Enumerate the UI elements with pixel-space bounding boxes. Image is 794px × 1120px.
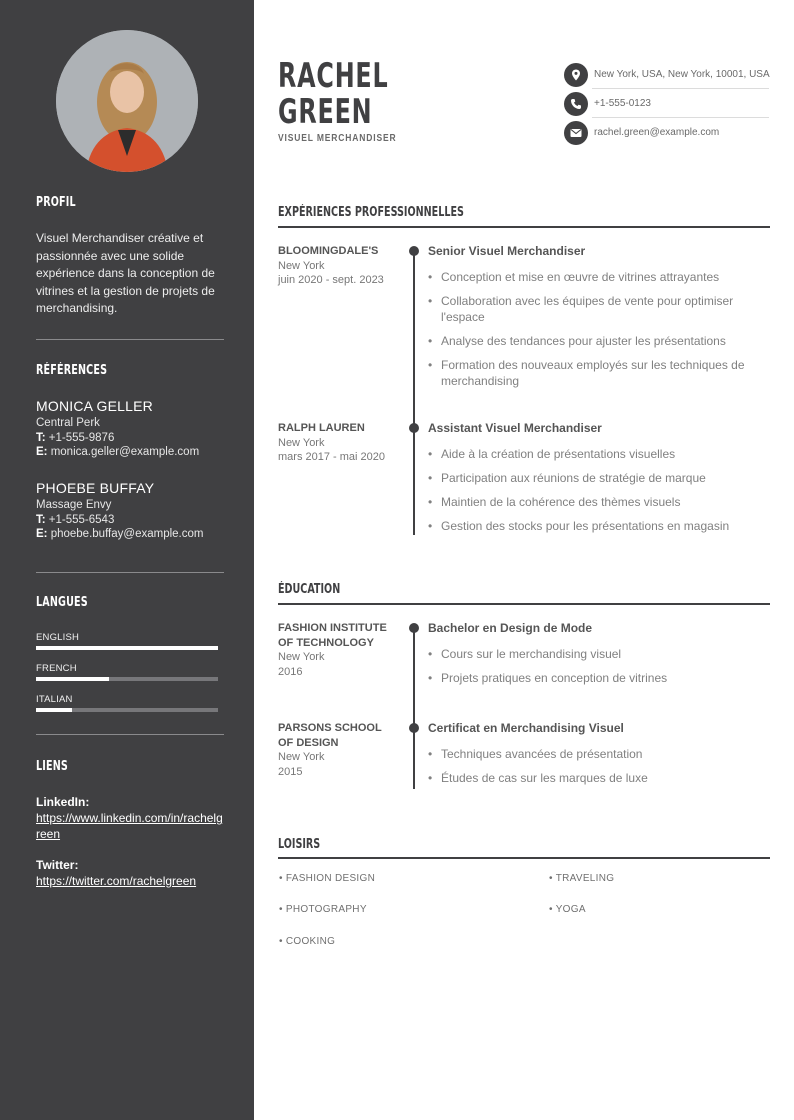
list-item: • Analyse des tendances pour ajuster les présentations (428, 333, 758, 349)
education-meta (278, 621, 398, 679)
twitter-link[interactable]: https://twitter.com/rachelgreen (36, 874, 197, 888)
company-location: New York (278, 259, 325, 272)
language-level-fill (36, 677, 109, 681)
reference-email: E: monica.geller@example.com (36, 446, 200, 458)
degree-title: Certificat en Merchandising Visuel (428, 721, 624, 735)
hobby-item: • COOKING (279, 936, 336, 947)
references-heading: RÉFÉRENCES (36, 363, 108, 378)
link-item-twitter (36, 857, 226, 889)
person-name (278, 58, 389, 130)
education-meta (278, 721, 398, 779)
link-item-linkedin (36, 794, 226, 842)
language-level-bar (36, 646, 218, 650)
list-item: • Projets pratiques en conception de vitrines (428, 670, 758, 686)
section-rule (278, 226, 770, 228)
language-level-fill (36, 646, 218, 650)
language-item (36, 663, 218, 681)
language-name: FRENCH (36, 663, 77, 674)
hobby-item: • FASHION DESIGN (279, 873, 376, 884)
list-item: • Techniques avancées de présentation (428, 746, 758, 762)
language-level-fill (36, 708, 72, 712)
company-name: RALPH LAUREN (278, 422, 365, 434)
language-item (36, 694, 218, 712)
job-dates: juin 2020 - sept. 2023 (278, 274, 384, 286)
graduation-year: 2016 (278, 665, 303, 678)
phone-icon (564, 92, 588, 116)
first-name: RACHEL (278, 56, 389, 96)
timeline-dot (409, 423, 419, 433)
sidebar (0, 0, 254, 1120)
section-rule (278, 857, 770, 859)
reference-company: Central Perk (36, 417, 100, 429)
hobbies-heading: LOISIRS (278, 837, 321, 852)
education-timeline (413, 628, 415, 789)
job-title: VISUEL MERCHANDISER (278, 133, 397, 144)
timeline-dot (409, 623, 419, 633)
list-item: • Aide à la création de présentations visuelles (428, 446, 758, 462)
list-item: • Gestion des stocks pour les présentations en magasin (428, 518, 758, 534)
graduation-year: 2015 (278, 765, 303, 778)
divider (36, 572, 224, 573)
degree-details (428, 746, 758, 794)
divider (36, 734, 224, 735)
link-label: Twitter: (36, 858, 79, 872)
language-level-bar (36, 677, 218, 681)
profile-photo-image (56, 30, 198, 172)
school-location: New York (278, 651, 325, 663)
linkedin-link[interactable]: https://www.linkedin.com/in/rachelgreen (36, 811, 223, 841)
job-responsibilities (428, 446, 758, 542)
reference-phone: T: +1-555-6543 (36, 514, 115, 526)
contact-phone (564, 89, 769, 118)
contact-email (564, 118, 769, 147)
timeline-dot (409, 246, 419, 256)
reference-item (36, 480, 236, 540)
list-item: • Conception et mise en œuvre de vitrines attrayantes (428, 269, 758, 285)
timeline-dot (409, 723, 419, 733)
job-dates: mars 2017 - mai 2020 (278, 451, 385, 463)
reference-item (36, 398, 236, 458)
hobby-item: • YOGA (549, 904, 586, 915)
link-label: LinkedIn: (36, 795, 90, 809)
language-name: ITALIAN (36, 694, 73, 705)
phone-text: +1-555-0123 (594, 98, 651, 109)
degree-title: Bachelor en Design de Mode (428, 621, 593, 635)
list-item: • Formation des nouveaux employés sur les techniques de merchandising (428, 357, 758, 389)
section-rule (278, 603, 770, 605)
languages-heading: LANGUES (36, 595, 88, 610)
location-pin-icon (564, 63, 588, 87)
company-name: BLOOMINGDALE'S (278, 245, 379, 257)
experience-timeline (413, 251, 415, 535)
job-role: Assistant Visuel Merchandiser (428, 421, 602, 435)
language-name: ENGLISH (36, 632, 80, 643)
job-role: Senior Visuel Merchandiser (428, 244, 586, 258)
envelope-icon (564, 121, 588, 145)
hobby-item: • PHOTOGRAPHY (279, 904, 367, 915)
profile-photo (56, 30, 198, 172)
reference-name: PHOEBE BUFFAY (36, 480, 155, 496)
education-heading: ÉDUCATION (278, 582, 341, 597)
school-name-line2: OF DESIGN (278, 736, 339, 749)
list-item: • Cours sur le merchandising visuel (428, 646, 758, 662)
links-heading: LIENS (36, 759, 68, 774)
school-name: PARSONS SCHOOL (278, 722, 382, 734)
list-item: • Maintien de la cohérence des thèmes visuels (428, 494, 758, 510)
experience-heading: EXPÉRIENCES PROFESSIONNELLES (278, 205, 464, 220)
profile-summary: Visuel Merchandiser créative et passionnée avec une solide expérience dans la conception de vitrines et la gestion de projets de merchandising. (36, 231, 215, 315)
hobby-item: • TRAVELING (549, 873, 615, 884)
reference-phone: T: +1-555-9876 (36, 432, 115, 444)
list-item: • Collaboration avec les équipes de vente pour optimiser l'espace (428, 293, 758, 325)
school-name-line2: OF TECHNOLOGY (278, 636, 374, 649)
language-item (36, 632, 218, 650)
experience-meta (278, 421, 398, 465)
company-location: New York (278, 436, 325, 449)
email-text: rachel.green@example.com (594, 127, 720, 138)
profile-heading: PROFIL (36, 195, 76, 210)
language-level-bar (36, 708, 218, 712)
job-responsibilities (428, 269, 758, 397)
last-name: GREEN (278, 92, 373, 132)
reference-name: MONICA GELLER (36, 398, 153, 414)
degree-details (428, 646, 758, 694)
reference-email: E: phoebe.buffay@example.com (36, 528, 204, 540)
reference-company: Massage Envy (36, 499, 112, 511)
contact-address (564, 60, 769, 89)
list-item: • Participation aux réunions de stratégie de marque (428, 470, 758, 486)
address-text: New York, USA, New York, 10001, USA (594, 69, 770, 80)
school-location: New York (278, 751, 325, 763)
experience-meta (278, 244, 398, 288)
school-name: FASHION INSTITUTE (278, 622, 387, 634)
divider (36, 339, 224, 340)
list-item: • Études de cas sur les marques de luxe (428, 770, 758, 786)
